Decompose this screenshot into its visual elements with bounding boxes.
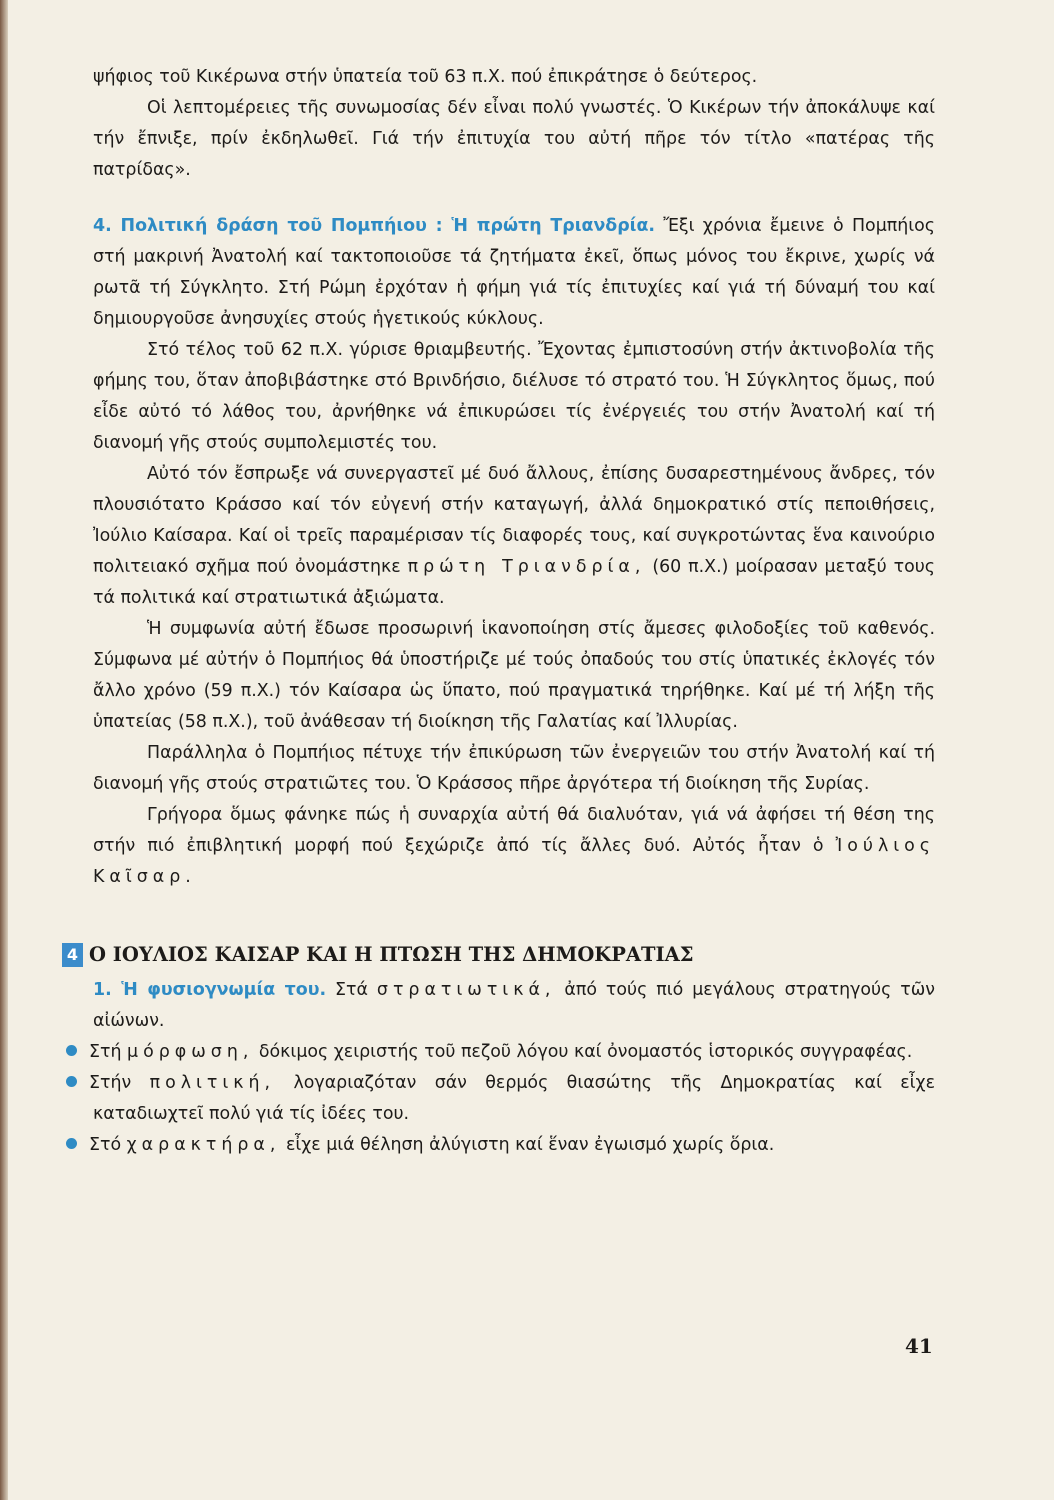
emphasis-text: στρατιωτικά, (376, 980, 556, 1000)
bullet-dot-icon (66, 1138, 77, 1149)
paragraph-text: (60 π.Χ.) μοίρασαν μεταξύ τους τά πολιτικά καί στρατιωτικά ἀξιώματα. (93, 557, 936, 608)
paragraph: ψήφιος τοῦ Κικέρωνα στήν ὑπατεία τοῦ 63 π.Χ. πού ἐπικράτησε ὁ δεύτερος. (93, 67, 758, 87)
section-1-lead (93, 975, 935, 1037)
bullet-item (62, 1068, 935, 1130)
bullet-text: λογαριαζόταν σάν θερμός θιασώτης τῆς Δημοκρατίας καί εἶχε καταδιωχτεῖ πολύ γιά τίς ἰδέες του. (93, 1073, 935, 1124)
page-number: 41 (905, 1334, 933, 1358)
section-4-lead (93, 211, 935, 335)
emphasis-text: Ἰούλιος Καῖσαρ. (93, 836, 936, 887)
bullet-item (62, 1037, 935, 1068)
bullet-text: εἶχε μιά θέληση ἀλύγιστη καί ἕναν ἐγωισμό χωρίς ὅρια. (280, 1135, 775, 1155)
bullet-text: δόκιμος χειριστής τοῦ πεζοῦ λόγου καί ὀνομαστός ἱστορικός συγγραφέας. (253, 1042, 913, 1062)
paragraph: Παράλληλα ὁ Πομπήιος πέτυχε τήν ἐπικύρωση τῶν ἐνεργειῶν του στήν Ἀνατολή καί τή διανομή γῆς στούς στρατιῶτες του. Ὁ Κράσσος πῆρε ἀργότερα τή διοίκηση τῆς Συρίας. (93, 743, 935, 794)
bullet-text: Στό (89, 1135, 127, 1155)
paragraph-text: Στά (326, 980, 377, 1000)
bullet-text: Στήν (89, 1073, 150, 1093)
bullet-dot-icon (66, 1076, 77, 1087)
paragraph-text: Ἔξι χρόνια ἔμεινε ὁ Πομπήιος στή μακρινή Ἀνατολή καί τακτοποιοῦσε τά ζητήματα ἐκεῖ, ὅπως μόνος του ἔκρινε, χωρίς νά ρωτᾶ τή Σύγκλητο. Στή Ρώμη ἐρχόταν ἡ φήμη γιά τίς ἐπιτυχίες καί γιά τή δύναμή του καί δημιουργοῦσε ἀνησυχίες στούς ἡγετικούς κύκλους. (93, 216, 935, 329)
paragraph (93, 459, 935, 614)
paragraph: Οἱ λεπτομέρειες τῆς συνωμοσίας δέν εἶναι πολύ γνωστές. Ὁ Κικέρων τήν ἀποκάλυψε καί τήν ἔπνιξε, πρίν ἐκδηλωθεῖ. Γιά τήν ἐπιτυχία του αὐτή πῆρε τόν τίτλο «πατέρας τῆς πατρίδας». (93, 98, 935, 180)
chapter-title: Ο ΙΟΥΛΙΟΣ ΚΑΙΣΑΡ ΚΑΙ Η ΠΤΩΣΗ ΤΗΣ ΔΗΜΟΚΡΑΤΙΑΣ (89, 943, 694, 966)
emphasis-text: πρώτη Τριανδρία, (407, 557, 646, 577)
bullet-item (62, 1130, 935, 1161)
chapter-heading (62, 941, 935, 969)
paragraph: Ἡ συμφωνία αὐτή ἔδωσε προσωρινή ἱκανοποίηση στίς ἄμεσες φιλοδοξίες τοῦ καθενός. Σύμφωνα μέ αὐτήν ὁ Πομπήιος θά ὑποστήριζε μέ τούς ὀπαδούς του στίς ὑπατικές ἐκλογές τόν ἄλλο χρόνο (59 π.Χ.) τόν Καίσαρα ὡς ὕπατο, πού πραγματικά τηρήθηκε. Καί μέ τή λήξη τῆς ὑπατείας (58 π.Χ.), τοῦ ἀνάθεσαν τή διοίκηση τῆς Γαλατίας καί Ἰλλυρίας. (93, 619, 935, 732)
emphasis-text: πολιτική, (149, 1073, 276, 1093)
section-heading: 4. Πολιτική δράση τοῦ Πομπήιου : Ἡ πρώτη Τριανδρία. (93, 216, 656, 236)
paragraph (93, 800, 935, 893)
emphasis-text: χαρακτήρα, (126, 1135, 281, 1155)
emphasis-text: μόρφωση, (127, 1042, 254, 1062)
page-body (66, 62, 936, 1161)
chapter-number-badge: 4 (62, 943, 83, 967)
section-heading: 1. Ἡ φυσιογνωμία του. (93, 980, 327, 1000)
paragraph-text: Γρήγορα ὅμως φάνηκε πώς ἡ συναρχία αὐτή θά διαλυόταν, γιά νά ἀφήσει τή θέση της στήν πιό ἐπιβλητική μορφή πού ξεχώριζε ἀπό τίς ἄλλες δυό. Αὐτός ἦταν ὁ (93, 805, 935, 856)
paragraph-text: Αὐτό τόν ἔσπρωξε νά συνεργαστεῖ μέ δυό ἄλλους, ἐπίσης δυσαρεστημένους ἄνδρες, τόν πλουσιότατο Κράσσο καί τόν εὐγενή στήν καταγωγή, ἀλλά δημοκρατικό στίς πεποιθήσεις, Ἰούλιο Καίσαρα. Καί οἱ τρεῖς παραμέρισαν τίς διαφορές τους, καί συγκροτώντας ἕνα καινούριο πολιτειακό σχῆμα πού ὀνομάστηκε (93, 464, 935, 577)
paragraph: Στό τέλος τοῦ 62 π.Χ. γύρισε θριαμβευτής. Ἔχοντας ἐμπιστοσύνη στήν ἀκτινοβολία τῆς φήμης του, ὅταν ἀποβιβάστηκε στό Βρινδήσιο, διέλυσε τό στρατό του. Ἡ Σύγκλητος ὅμως, πού εἶδε αὐτό τό λάθος του, ἀρνήθηκε νά ἐπικυρώσει τίς ἐνέργειές του στήν Ἀνατολή καί τή διανομή γῆς στούς συμπολεμιστές του. (93, 340, 935, 453)
bullet-text: Στή (89, 1042, 128, 1062)
bullet-dot-icon (66, 1045, 77, 1056)
page-edge (0, 0, 8, 1500)
paragraph-text: ἀπό τούς πιό μεγάλους στρατηγούς τῶν αἰώνων. (93, 980, 936, 1031)
